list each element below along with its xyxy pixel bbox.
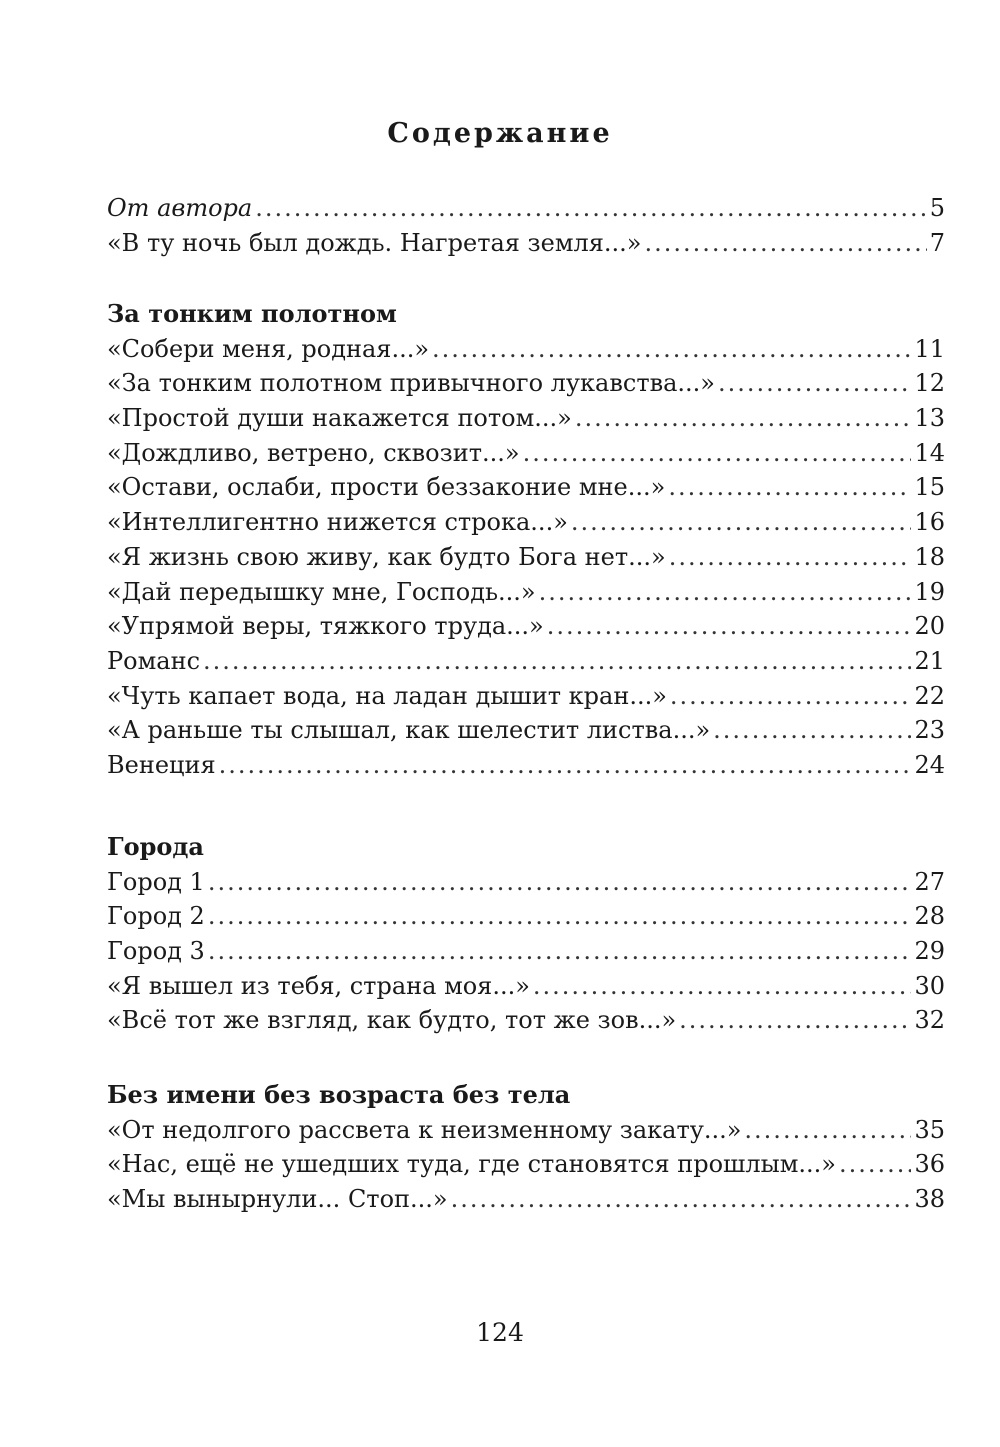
entry-title: «Интеллигентно нижется строка...» xyxy=(107,508,568,537)
dot-leader xyxy=(451,1182,912,1217)
toc-intro xyxy=(107,191,945,260)
toc-entry xyxy=(107,226,945,261)
entry-title: «Дождливо, ветрено, сквозит...» xyxy=(107,438,520,467)
dot-leader xyxy=(713,713,911,748)
toc-entry xyxy=(107,1182,945,1217)
dot-leader xyxy=(547,609,912,644)
toc-entry xyxy=(107,865,945,900)
toc-entry xyxy=(107,332,945,367)
toc-entry xyxy=(107,191,945,226)
dot-leader xyxy=(533,969,912,1004)
entry-page: 18 xyxy=(914,542,945,571)
entry-page: 20 xyxy=(914,612,945,641)
dot-leader xyxy=(208,899,912,934)
toc-entry xyxy=(107,436,945,471)
dot-leader xyxy=(523,436,912,471)
entry-title: «Нас, ещё не ушедших туда, где становятся прошлым...» xyxy=(107,1150,836,1179)
page-title: Содержание xyxy=(387,118,613,149)
dot-leader xyxy=(839,1147,912,1182)
dot-leader xyxy=(219,748,912,783)
entry-page: 19 xyxy=(914,577,945,606)
entry-page: 5 xyxy=(929,194,945,222)
toc-section xyxy=(107,1078,945,1217)
entry-page: 13 xyxy=(914,404,945,433)
entry-title: «Мы вынырнули... Стоп...» xyxy=(107,1185,448,1214)
toc-entry xyxy=(107,748,945,783)
toc-entry xyxy=(107,540,945,575)
entry-page: 12 xyxy=(914,369,945,398)
toc-section xyxy=(107,297,945,783)
entry-title: «Я вышел из тебя, страна моя...» xyxy=(107,971,530,1000)
dot-leader xyxy=(679,1003,911,1038)
dot-leader xyxy=(203,644,911,679)
entry-page: 29 xyxy=(914,937,945,966)
dot-leader xyxy=(571,505,912,540)
entry-title: От автора xyxy=(107,194,253,222)
entry-page: 24 xyxy=(914,750,945,779)
entry-title: «За тонким полотном привычного лукавства...» xyxy=(107,369,715,398)
entry-page: 22 xyxy=(914,681,945,710)
entry-page: 28 xyxy=(914,902,945,931)
entry-title: «Собери меня, родная...» xyxy=(107,334,430,363)
toc-entry xyxy=(107,713,945,748)
entry-page: 36 xyxy=(914,1150,945,1179)
toc-entry xyxy=(107,505,945,540)
entry-title: Романс xyxy=(107,646,201,675)
entry-title: Город 3 xyxy=(107,937,205,966)
toc-entry xyxy=(107,679,945,714)
dot-leader xyxy=(208,934,912,969)
entry-page: 11 xyxy=(914,334,945,363)
entry-page: 14 xyxy=(914,438,945,467)
entry-title: «Простой души накажется потом...» xyxy=(107,404,572,433)
section-heading: Без имени без возраста без тела xyxy=(107,1080,571,1109)
entry-title: «От недолгого рассвета к неизменному закату...» xyxy=(107,1115,742,1144)
toc-entry xyxy=(107,644,945,679)
toc-entry xyxy=(107,366,945,401)
entry-title: «Упрямой веры, тяжкого труда...» xyxy=(107,612,544,641)
dot-leader xyxy=(255,191,927,226)
entry-page: 27 xyxy=(914,867,945,896)
toc-entry xyxy=(107,470,945,505)
entry-page: 35 xyxy=(914,1115,945,1144)
page-number: 124 xyxy=(476,1318,524,1347)
dot-leader xyxy=(432,332,911,367)
entry-page: 23 xyxy=(914,716,945,745)
toc-entry xyxy=(107,969,945,1004)
entry-title: «Всё тот же взгляд, как будто, тот же зов...» xyxy=(107,1006,677,1035)
toc-entry xyxy=(107,1003,945,1038)
entry-title: «Остави, ослаби, прости беззаконие мне...» xyxy=(107,473,666,502)
toc-entry xyxy=(107,934,945,969)
entry-page: 21 xyxy=(914,646,945,675)
dot-leader xyxy=(644,226,926,261)
dot-leader xyxy=(539,575,912,610)
entry-title: «В ту ночь был дождь. Нагретая земля...» xyxy=(107,228,642,257)
entry-page: 15 xyxy=(914,473,945,502)
dot-leader xyxy=(718,366,911,401)
entry-page: 30 xyxy=(914,971,945,1000)
dot-leader xyxy=(670,679,912,714)
entry-title: «Дай передышку мне, Господь...» xyxy=(107,577,536,606)
toc-entry xyxy=(107,401,945,436)
dot-leader xyxy=(669,540,912,575)
dot-leader xyxy=(744,1113,911,1148)
entry-page: 16 xyxy=(914,508,945,537)
toc-entry xyxy=(107,609,945,644)
entry-title: «Чуть капает вода, на ладан дышит кран...» xyxy=(107,681,667,710)
dot-leader xyxy=(575,401,912,436)
entry-title: Венеция xyxy=(107,750,216,779)
entry-title: Город 2 xyxy=(107,902,205,931)
entry-title: Город 1 xyxy=(107,867,205,896)
section-heading: За тонким полотном xyxy=(107,299,397,328)
dot-leader xyxy=(208,865,912,900)
toc-entry xyxy=(107,1147,945,1182)
entry-page: 32 xyxy=(914,1006,945,1035)
entry-title: «Я жизнь свою живу, как будто Бога нет...» xyxy=(107,542,666,571)
section-heading: Города xyxy=(107,832,204,861)
dot-leader xyxy=(668,470,911,505)
toc-entry xyxy=(107,899,945,934)
entry-title: «А раньше ты слышал, как шелестит листва...» xyxy=(107,716,711,745)
toc-entry xyxy=(107,1113,945,1148)
toc-entry xyxy=(107,575,945,610)
entry-page: 38 xyxy=(914,1185,945,1214)
entry-page: 7 xyxy=(929,228,945,257)
toc-section xyxy=(107,830,945,1038)
